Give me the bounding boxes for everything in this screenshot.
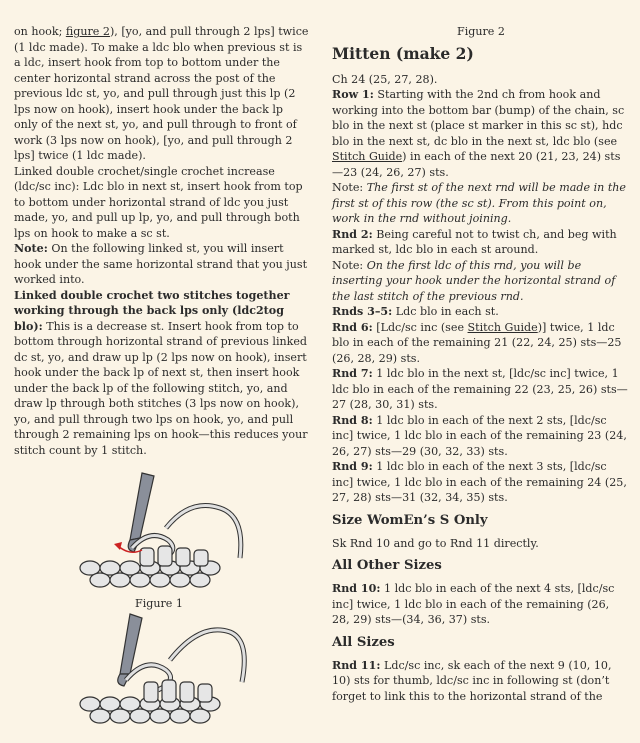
paragraph-ldc2tog: Linked double crochet two stitches together working through the back lps only (ldc2tog blo): This is a decrease st. Insert hook from top to bottom through horizontal strand of previous linked dc st, yo, and draw up lp (2 lps now on hook), insert hook under the back lp of next st, then insert hook under the back lp of the following stitch, yo, and draw lp through both stitches (3 lps now on hook), yo, and pull through two lps on hook, yo, and pull through 2 remaining lps on hook—this reduces your stitch count by 1 stitch. — [14, 288, 308, 457]
womens-instruction: Sk Rnd 10 and go to Rnd 11 directly. — [332, 536, 539, 550]
rnd-8: Rnd 8: 1 ldc blo in each of the next 2 sts, [ldc/sc inc] twice, 1 ldc blo in each of the remaining 23 (24, 26, 27) sts—29 (30, 32, 33) sts. — [332, 413, 627, 458]
figure-2-caption: Figure 2 — [457, 25, 505, 38]
rnd-10: Rnd 10: 1 ldc blo in each of the next 4 sts, [ldc/sc inc] twice, 1 ldc blo in each of the remaining (26, 28, 29) sts—(34, 36, 37) sts. — [332, 582, 615, 626]
figure-1-illustration-bottom — [70, 612, 255, 737]
rnd-11: Rnd 11: Ldc/sc inc, sk each of the next 9 (10, 10, 10) sts for thumb, ldc/sc inc in following st (don’t forget to link this to the horizontal strand of the — [332, 658, 612, 703]
paragraph-ldc-sc-inc: Linked double crochet/single crochet increase (ldc/sc inc): Ldc blo in next st, insert hook from top to bottom under horizontal strand of ldc you just made, yo, and pull up lp, yo, and pull through both lps on hook to make a sc st. — [14, 164, 303, 240]
rnd-9: Rnd 9: 1 ldc blo in each of the next 3 sts, [ldc/sc inc] twice, 1 ldc blo in each of the remaining 24 (25, 27, 28) sts—31 (32, 34, 35) sts. — [332, 460, 627, 504]
note-2: Note: On the first ldc of this rnd, you will be inserting your hook under the horizontal strand of the last stitch of the previous rnd. — [332, 258, 616, 303]
section-title-mitten: Mitten (make 2) — [332, 43, 474, 63]
ldc2tog-heading: Linked double crochet two stitches together working through the back lps only (ldc2tog blo): — [14, 288, 290, 333]
figure-1-illustration-top — [70, 468, 255, 593]
figure-2-link[interactable]: figure 2 — [65, 25, 110, 38]
note-label: Note: — [14, 242, 48, 255]
paragraph-note: Note: On the following linked st, you will insert hook under the same horizontal strand that you just worked into. — [14, 242, 308, 286]
row-1: Row 1: Starting with the 2nd ch from hook and working into the bottom bar (bump) of the chain, sc blo in the next st (place st marker in this sc st), hdc blo in the next st, dc blo in the next st, ldc blo (see Stitch Guide) in each of the next 20 (21, 23, 24) sts—23 (24, 26, 27) sts. — [332, 88, 625, 179]
heading-all-sizes: All Sizes — [332, 634, 395, 650]
stitch-guide-link[interactable]: Stitch Guide — [332, 150, 403, 163]
note-1: Note: The first st of the next rnd will be made in the first st of this row (the sc st). From this point on, work in the rnd without joining. — [332, 181, 626, 225]
right-column — [332, 24, 630, 704]
chain-instruction: Ch 24 (25, 27, 28). — [332, 72, 438, 86]
rnd-6: Rnd 6: [Ldc/sc inc (see Stitch Guide)] twice, 1 ldc blo in each of the remaining 21 (22, 24, 25) sts—25 (26, 28, 29) sts. — [332, 320, 622, 365]
rnds-3-5: Rnds 3–5: Ldc blo in each st. — [332, 305, 499, 318]
left-column — [14, 24, 310, 458]
paragraph-ldc-blo: on hook; figure 2), [yo, and pull through 2 lps] twice (1 ldc made). To make a ldc blo when previous st is a ldc, insert hook from top to bottom under the center horizontal strand across the post of the previous ldc st, yo, and pull through just this lp (2 lps now on hook), insert hook under the back lp only of the next st, yo, and pull through to front of work (3 lps now on hook), [yo, and pull through 2 lps] twice (1 ldc made). — [14, 25, 309, 162]
heading-womens-s: Size WomEn’s S Only — [332, 512, 488, 528]
heading-other-sizes: All Other Sizes — [332, 558, 442, 573]
stitch-guide-link[interactable]: Stitch Guide — [467, 320, 538, 334]
rnd-7: Rnd 7: 1 ldc blo in the next st, [ldc/sc inc] twice, 1 ldc blo in each of the remaining 22 (23, 25, 26) sts—27 (28, 30, 31) sts. — [332, 367, 628, 411]
figure-1-caption: Figure 1 — [135, 597, 183, 610]
rnd-2: Rnd 2: Being careful not to twist ch, and beg with marked st, ldc blo in each st around. — [332, 227, 617, 256]
